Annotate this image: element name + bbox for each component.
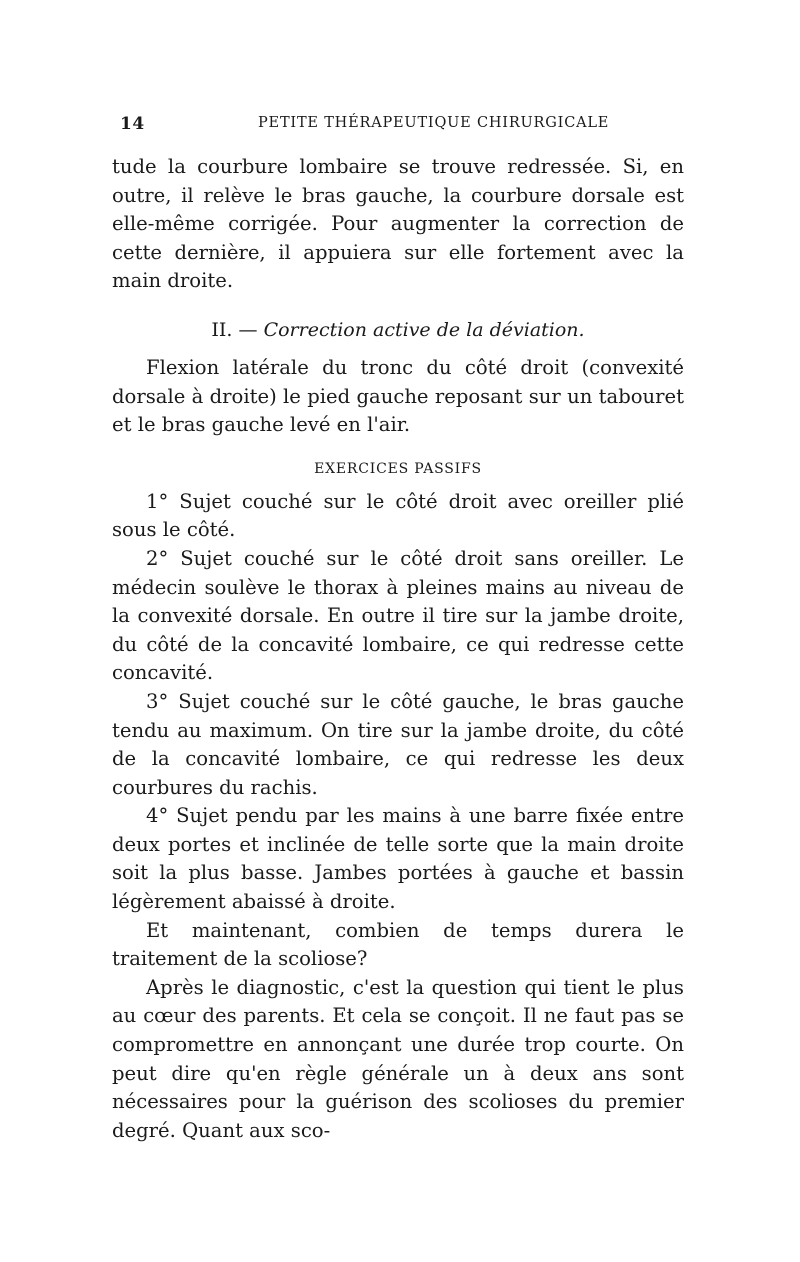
- subsection-heading: EXERCICES PASSIFS: [314, 460, 482, 477]
- paragraph-diagnosis: Après le diagnostic, c'est la question qui tient le plus au cœur des parents. Et cela se conçoit. Il ne faut pas se compromettre en annonçant une durée trop courte. On peut dire qu'en règle générale un à deux ans sont nécessaires pour la guérison des scolioses du premier degré. Quant aux sco-: [112, 975, 684, 1142]
- exercise-item-2: 2° Sujet couché sur le côté droit sans oreiller. Le médecin soulève le thorax à pleines mains au niveau de la convexité dorsale. En outre il tire sur la jambe droite, du côté de la concavité lombaire, ce qui redresse cette concavité.: [112, 546, 684, 685]
- exercise-item-3: 3° Sujet couché sur le côté gauche, le bras gauche tendu au maximum. On tire sur la jambe droite, du côté de la concavité lombaire, ce qui redresse les deux courbures du rachis.: [112, 689, 684, 799]
- section-number: II. —: [211, 318, 258, 341]
- page-header: [112, 112, 684, 142]
- running-title: PETITE THÉRAPEUTIQUE CHIRURGICALE: [258, 115, 610, 131]
- paragraph-continuation: tude la courbure lombaire se trouve redressée. Si, en outre, il relève le bras gauche, la courbure dorsale est elle-même corrigée. Pour augmenter la correction de cette dernière, il appuiera sur elle fortement avec la main droite.: [112, 155, 684, 293]
- paragraph-flexion: Flexion latérale du tronc du côté droit (convexité dorsale à droite) le pied gauche reposant sur un tabouret et le bras gauche levé en l'air.: [112, 355, 684, 437]
- paragraph-duration-question: Et maintenant, combien de temps durera le traitement de la scoliose?: [112, 918, 684, 971]
- exercise-item-4: 4° Sujet pendu par les mains à une barre fixée entre deux portes et inclinée de telle sorte que la main droite soit la plus basse. Jambes portées à gauche et bassin légèrement abaissé à droite.: [112, 804, 684, 914]
- book-page: [112, 112, 684, 1145]
- exercise-item-1: 1° Sujet couché sur le côté droit avec oreiller plié sous le côté.: [112, 489, 684, 542]
- section-heading: [112, 316, 684, 344]
- page-number: 14: [120, 114, 145, 134]
- section-title: Correction active de la déviation.: [263, 318, 585, 341]
